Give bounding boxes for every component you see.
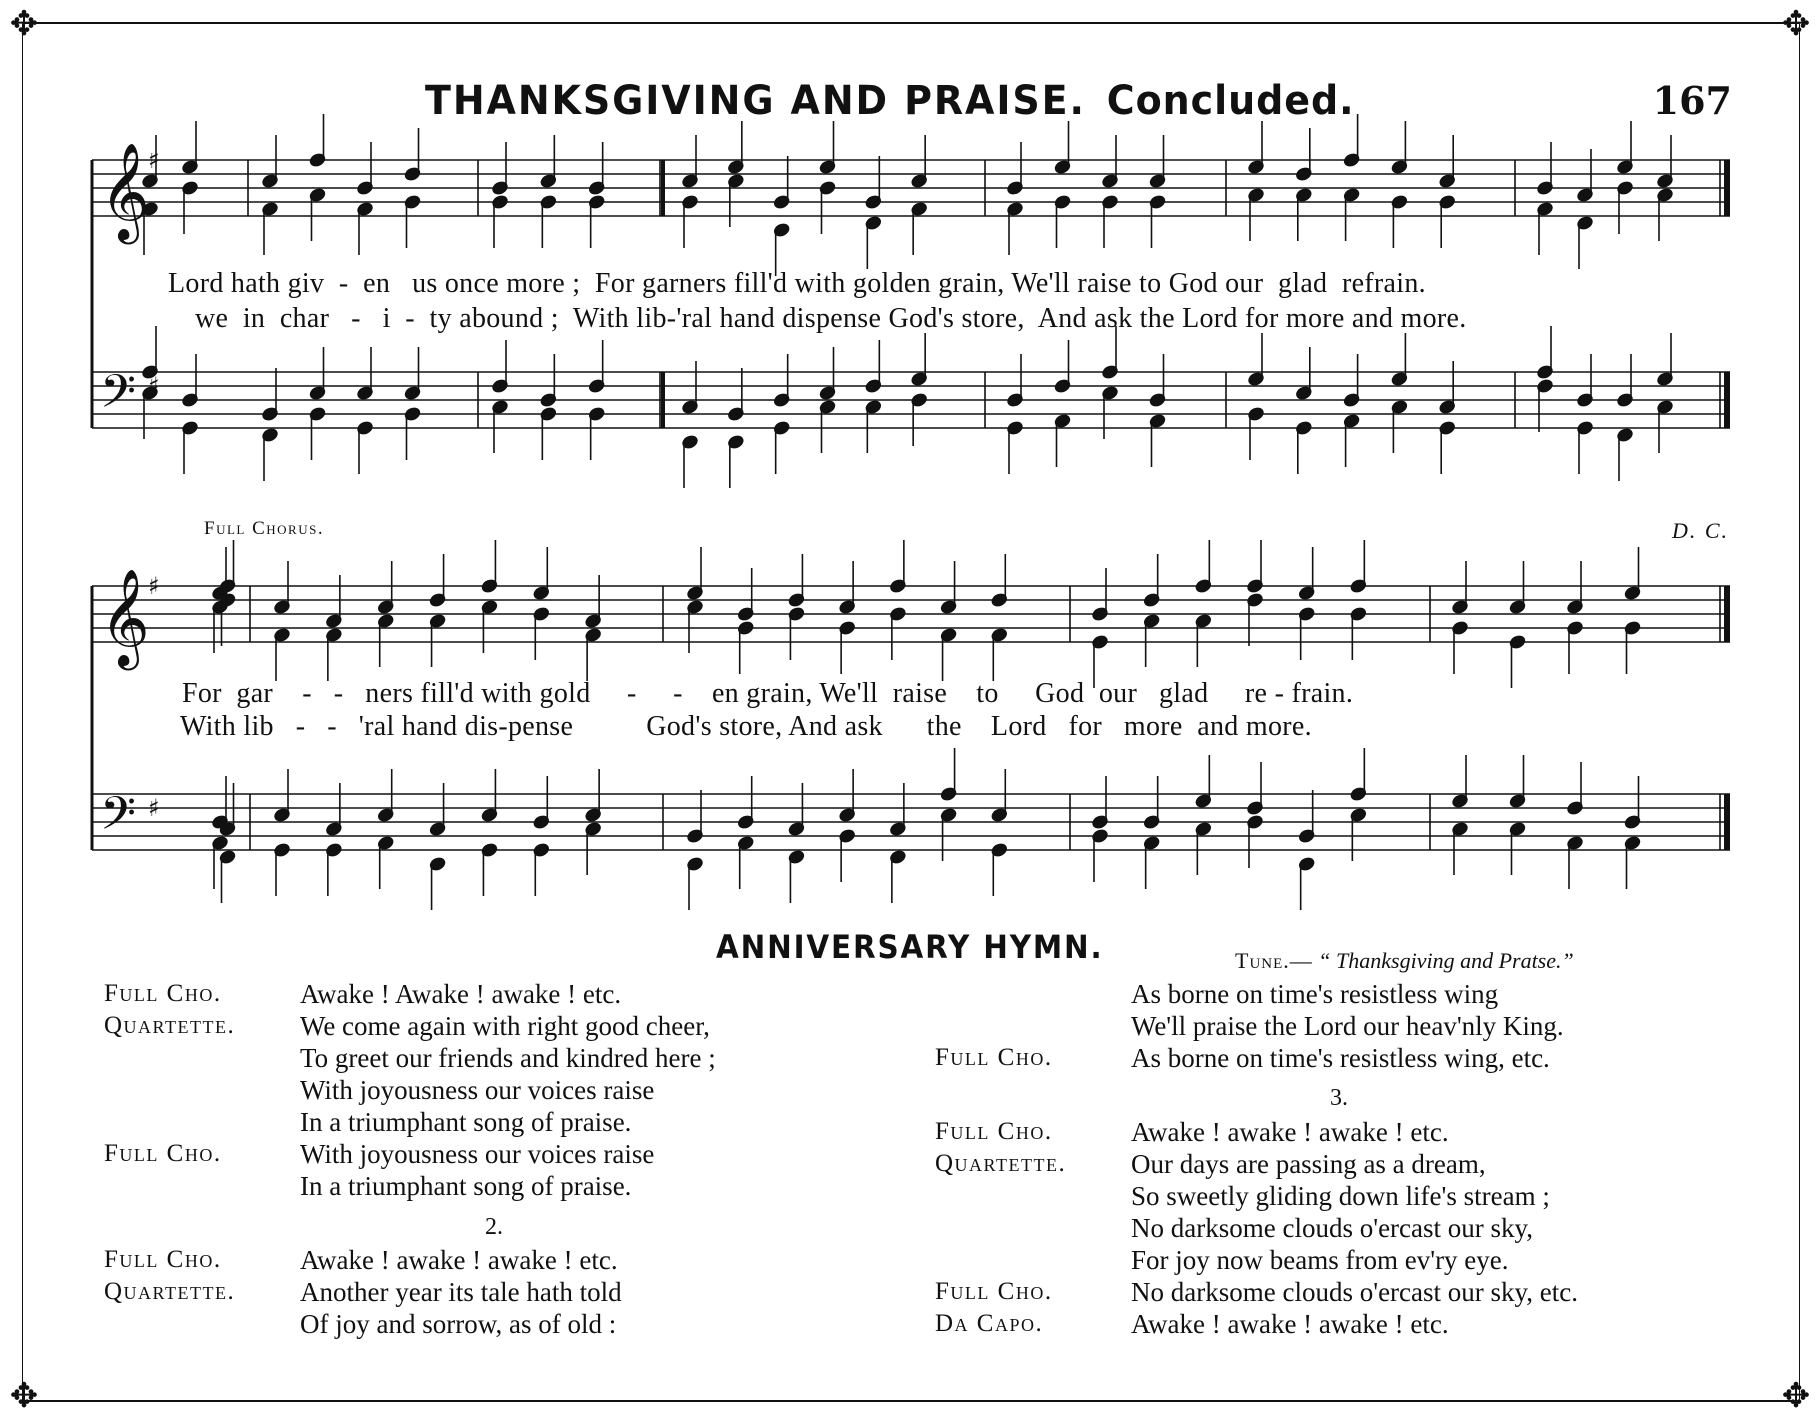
verse-role-label: Full Cho. [935, 1118, 1053, 1145]
corner-ornament-icon: ✥ [9, 4, 39, 44]
svg-text:♯: ♯ [148, 572, 160, 600]
verse-role-label: Full Cho. [935, 1044, 1053, 1071]
hymn-title: ANNIVERSARY HYMN. [716, 928, 1104, 966]
verse-role-label: Quartette. [104, 1012, 236, 1039]
verse-line: We'll praise the Lord our heav'nly King. [1131, 1011, 1564, 1041]
verse-line: So sweetly gliding down life's stream ; [1131, 1181, 1550, 1211]
svg-text:𝄢: 𝄢 [100, 787, 137, 852]
system2-lyrics-line2: With lib - - 'ral hand dis-pense God's store, And ask the Lord for more and more. [180, 711, 1312, 742]
svg-text:𝄞: 𝄞 [100, 142, 150, 240]
corner-ornament-icon: ✥ [1781, 4, 1811, 44]
verse-role-label: Full Cho. [104, 980, 222, 1007]
svg-text:♯: ♯ [148, 372, 160, 400]
title-text: THANKSGIVING AND PRAISE. [425, 78, 1086, 124]
verse-role-label: Full Cho. [935, 1278, 1053, 1305]
verse-line: No darksome clouds o'ercast our sky, etc. [1131, 1277, 1578, 1307]
verse-line: With joyousness our voices raise [300, 1139, 655, 1169]
verse-role-label: Full Cho. [104, 1246, 222, 1273]
stanza-number: 3. [1330, 1085, 1348, 1111]
da-capo-mark: D. C. [1672, 518, 1730, 543]
tune-label: Tune.— [1235, 948, 1313, 973]
verse-line: Another year its tale hath told [300, 1277, 622, 1307]
title-suffix: Concluded. [1106, 78, 1355, 124]
verse-line: In a triumphant song of praise. [300, 1171, 632, 1201]
verse-line: As borne on time's resistless wing, etc. [1131, 1043, 1550, 1073]
corner-ornament-icon: ✥ [1781, 1376, 1811, 1416]
svg-text:𝄞: 𝄞 [100, 568, 150, 666]
verse-role-label: Quartette. [935, 1150, 1067, 1177]
stanza-number: 2. [485, 1214, 503, 1240]
svg-text:♯: ♯ [148, 146, 160, 174]
verse-line: With joyousness our voices raise [300, 1075, 655, 1105]
verse-line: Our days are passing as a dream, [1131, 1149, 1486, 1179]
svg-text:𝄢: 𝄢 [100, 365, 137, 430]
system1-lyrics-line1: Lord hath giv - en us once more ; For garners fill'd with golden grain, We'll raise to God our glad refrain. [168, 268, 1426, 299]
verse-line: Awake ! awake ! awake ! etc. [300, 1245, 618, 1275]
page-number: 167 [1652, 78, 1732, 123]
corner-ornament-icon: ✥ [9, 1376, 39, 1416]
system2-lyrics-line1: For gar - - ners fill'd with gold - - en grain, We'll raise to God our glad re - frain. [182, 678, 1354, 709]
verse-role-label: Quartette. [104, 1278, 236, 1305]
verse-line: Of joy and sorrow, as of old : [300, 1309, 617, 1339]
verse-line: For joy now beams from ev'ry eye. [1131, 1245, 1509, 1275]
verse-line: To greet our friends and kindred here ; [300, 1043, 716, 1073]
verse-line: We come again with right good cheer, [300, 1011, 710, 1041]
verse-line: Awake ! Awake ! awake ! etc. [300, 979, 622, 1009]
full-chorus-label: Full Chorus. [204, 518, 325, 539]
verse-line: Awake ! awake ! awake ! etc. [1131, 1117, 1449, 1147]
tune-name: “ Thanksgiving and Pratse.” [1318, 948, 1574, 973]
verse-role-label: Full Cho. [104, 1140, 222, 1167]
verse-line: In a triumphant song of praise. [300, 1107, 632, 1137]
verse-line: No darksome clouds o'ercast our sky, [1131, 1213, 1534, 1243]
tune-reference [1235, 948, 1574, 974]
system1-lyrics-line2: we in char - i - ty abound ; With lib-'ral hand dispense God's store, And ask the Lord for more and more. [195, 303, 1467, 334]
verse-role-label: Da Capo. [935, 1310, 1044, 1337]
svg-text:♯: ♯ [148, 794, 160, 822]
verse-line: As borne on time's resistless wing [1131, 979, 1499, 1009]
verse-line: Awake ! awake ! awake ! etc. [1131, 1309, 1449, 1339]
